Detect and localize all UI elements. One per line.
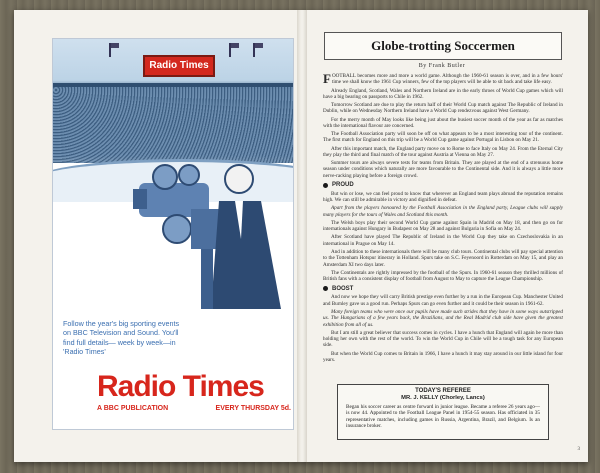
- programme-booklet: [14, 10, 588, 462]
- advert-caption: Follow the year's big sporting events on BBC Television and Sound. You'll find full details— week by week—in 'Radio Times': [63, 319, 180, 357]
- advert-footer: [97, 405, 291, 412]
- paragraph: The Continentals are rightly impressed by the football of the Spurs. In 1960-61 season they thrilled millions of British fans with a consistent display of football from August to May to capture the League Championship.: [323, 269, 563, 283]
- article-title-box: [324, 32, 562, 60]
- article-title: Globe-trotting Soccermen: [371, 38, 515, 53]
- frequency-label: EVERY THURSDAY 5d.: [215, 405, 291, 412]
- subheading-label: PROUD: [332, 182, 354, 189]
- paragraph: FOOTBALL becomes more and more a world game. Although the 1960-61 season is over, and in a few hours' time we shall know the 1961 Cup winners, few of the top players will be able to sit back and take life easy.: [323, 71, 563, 86]
- todays-referee-box: [337, 384, 549, 440]
- radio-times-advert: [52, 38, 294, 430]
- radio-times-billboard: Radio Times: [143, 55, 215, 77]
- paragraph: After Scotland have played The Republic of Ireland in the World Cup they take on Czechoslovakia in an international in Prague on May 14.: [323, 234, 563, 247]
- paragraph: The Welsh boys play their second World Cup game against Spain in Madrid on May 18, and then go on for internationals against Hungary in Budapest on May 28 and against Bulgaria in Sofia on May 24.: [323, 219, 563, 233]
- radio-times-logo: Radio Times: [97, 370, 264, 403]
- paragraph: Many foreign teams who were once our pupils have made such strides that they have in some ways outstripped us. The Hungarians of a few years back, the Brazilians, and the Real Madrid club side have given the greatest exhibition from all of us.: [323, 308, 563, 328]
- paragraph: After this important match, the England party move on to Rome to face Italy on May 24. From the Eternal City they play the third and final match of the tour against Austria at Vienna on May 27.: [323, 145, 563, 158]
- referee-bio: Began his soccer career as centre forward in junior league. Became a referee 26 years ago—is now 44. Appointed to the Football League Panel in 1954-55 season. Has officiated in 35 representative matches, including games in Russia, Argentina, Brazil, and Belgium. Is an insurance broker.: [346, 403, 540, 430]
- paragraph: Summer tours are always severe tests for teams from Britain. They are played at the end of a strenuous home season under conditions which naturally are more favourable to the Continental side. And it is always a little more nerve-racking playing before a foreign crowd.: [323, 160, 563, 179]
- publisher-label: A BBC PUBLICATION: [97, 405, 169, 412]
- paragraph: And in addition to these internationals there will be many club tours. Continental clubs will pay special attention to the Tottenham Hotspur itinerary in Holland. Spurs take on S.C. Feyenoord in Rotterdam on May 15, and play an Amsterdam XI two days later.: [323, 248, 563, 268]
- flag-icon: [229, 43, 231, 57]
- flag-icon: [109, 43, 111, 57]
- article-byline: By Frank Butler: [418, 63, 466, 69]
- paragraph: Already England, Scotland, Wales and Northern Ireland are in the early throes of World Cup games which will have a big bearing on passports to Chile in 1962.: [323, 87, 563, 100]
- subheading-boost: [323, 286, 563, 292]
- paragraph: Tomorrow Scotland are due to play the return half of their World Cup match against The Republic of Ireland in Dublin, while on Wednesday Northern Ireland have a World Cup rendezvous against West Germany.: [323, 102, 563, 115]
- left-page: [14, 10, 297, 462]
- subheading-label: BOOST: [332, 285, 354, 292]
- article-body: [323, 73, 563, 365]
- referee-heading: TODAY'S REFEREE: [415, 388, 471, 394]
- subheading-proud: [323, 182, 563, 188]
- paragraph: But I am still a great believer that success comes in cycles. I have a hunch that England will again be more than holding her own with the rest of the world. To win the World Cup in Chile will be a tough task for any European side.: [323, 329, 563, 349]
- referee-name: MR. J. KELLY (Chorley, Lancs): [401, 395, 485, 402]
- right-page: [307, 10, 588, 462]
- booklet-spine: [297, 10, 307, 462]
- bullet-icon: [323, 183, 328, 188]
- cameraman-illustration: [131, 149, 291, 309]
- paragraph: The Football Association party will soon be off on what appears to be a most interesting tour of the continent. The first match for England on this trip will be a World Cup game against Portugal in Lisbon on May 21.: [323, 131, 563, 144]
- paragraph: But win or lose, we can feel proud to know that wherever an England team plays abroad the reputation remains high. We can still be admirable in victory and dignified in defeat.: [323, 190, 563, 204]
- paragraph: But when the World Cup comes to Britain in 1966, I have a hunch it may stay around in our little island for four years.: [323, 350, 563, 363]
- page-number: 3: [577, 447, 580, 452]
- paragraph: And now we hope they will carry British prestige even further by a run in the European Cup. Manchester United and Burnley gave us a good run. Perhaps Spurs can go even further and it could be their season in 1961-62.: [323, 294, 563, 307]
- paragraph: For the merry month of May looks like being just about the busiest soccer month of the year as far as matches with the international flavour are concerned.: [323, 116, 563, 129]
- flag-icon: [253, 43, 255, 57]
- paragraph: Apart from the players honoured by the Football Association in the England party, League clubs will supply many players for the tours of Wales and Scotland this month.: [323, 205, 563, 218]
- bullet-icon: [323, 286, 328, 291]
